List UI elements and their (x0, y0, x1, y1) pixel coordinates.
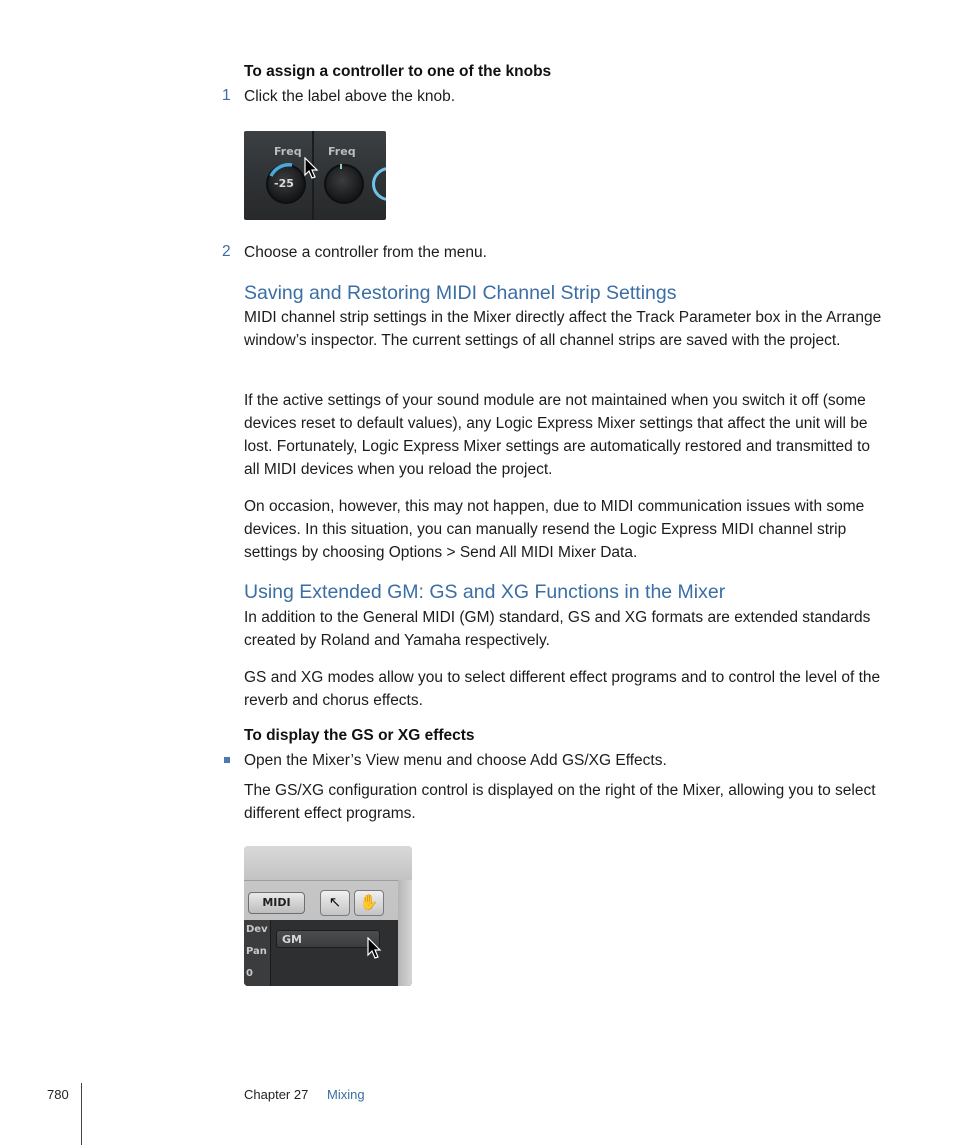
step-text-2: Choose a controller from the menu. (244, 244, 487, 261)
hand-tool-icon[interactable]: ✋ (354, 890, 384, 916)
step-number-2: 2 (222, 243, 231, 260)
step-text-1: Click the label above the knob. (244, 88, 456, 105)
mixer-right-edge (398, 880, 412, 986)
section-heading-saving-restoring: Saving and Restoring MIDI Channel Strip Settings (244, 282, 677, 304)
knob-screenshot (244, 131, 386, 220)
task-title-display-effects: To display the GS or XG effects (244, 727, 475, 744)
page-number: 780 (47, 1087, 69, 1102)
frequency-knob-2[interactable] (324, 164, 364, 204)
knob-label-1[interactable]: Freq (274, 145, 302, 158)
paragraph: In addition to the General MIDI (GM) standard, GS and XG formats are extended standards created by Roland and Yamaha respectively. (244, 609, 871, 649)
step-number-1: 1 (222, 87, 231, 104)
device-label: Dev (246, 924, 268, 935)
gs-xg-mode-menu[interactable]: GM (276, 930, 380, 948)
chapter-label: Chapter 27 (244, 1087, 309, 1102)
cursor-arrow-icon (304, 157, 320, 181)
mixer-toolbar (244, 846, 412, 881)
paragraph: MIDI channel strip settings in the Mixer directly affect the Track Parameter box in the Arrange window’s inspector. The current settings of all channel strips are saved with the project. (244, 309, 882, 349)
bullet-marker (224, 757, 230, 763)
section-heading-extended-gm: Using Extended GM: GS and XG Functions in the Mixer (244, 581, 726, 603)
mixer-screenshot (244, 846, 412, 986)
bullet-text: Open the Mixer’s View menu and choose Add GS/XG Effects. (244, 752, 667, 769)
paragraph: On occasion, however, this may not happen, due to MIDI communication issues with some devices. In this situation, you can manually resend the Logic Express MIDI channel strip settings by choosing Options > Send All MIDI Mixer Data. (244, 498, 865, 561)
pan-label: Pan (246, 946, 267, 957)
cursor-arrow-icon (367, 937, 383, 961)
partial-knob (372, 167, 386, 201)
task-title-assign-controller: To assign a controller to one of the knobs (244, 63, 552, 80)
zero-label: 0 (246, 968, 253, 979)
paragraph: The GS/XG configuration control is displayed on the right of the Mixer, allowing you to select different effect programs. (244, 782, 876, 822)
knob-value: -25 (274, 177, 294, 190)
pointer-tool-icon[interactable]: ↖ (320, 890, 350, 916)
paragraph: GS and XG modes allow you to select different effect programs and to control the level of the reverb and chorus effects. (244, 669, 881, 709)
footer-rule (81, 1083, 82, 1145)
knob-label-2[interactable]: Freq (328, 145, 356, 158)
knob-indicator (340, 164, 342, 169)
midi-button[interactable]: MIDI (248, 892, 305, 914)
paragraph: If the active settings of your sound module are not maintained when you switch it off (some devices reset to default values), any Logic Express Mixer settings that affect the unit will be lost. Fortunately, Logic Express Mixer settings are automatically restored and transmitted to all MIDI devices when you reload the project. (244, 392, 871, 478)
chapter-title[interactable]: Mixing (327, 1087, 365, 1102)
